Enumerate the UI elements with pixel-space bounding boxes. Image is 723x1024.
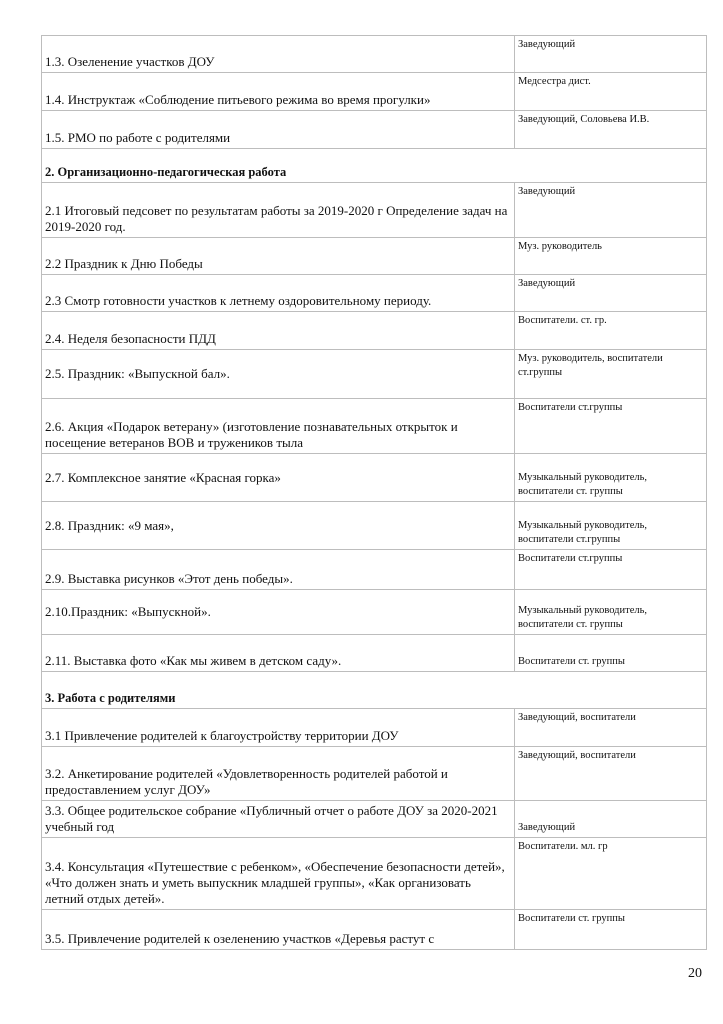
task-cell: 2.6. Акция «Подарок ветерану» (изготовление познавательных открыток и посещение ветеранов ВОВ и тружеников тыла: [42, 399, 515, 453]
task-cell: 3.1 Привлечение родителей к благоустройству территории ДОУ: [42, 709, 515, 746]
table-row: [41, 590, 707, 635]
table-row: [41, 550, 707, 590]
responsible-cell: Музыкальный руководитель, воспитатели ст.группы: [518, 520, 648, 545]
task-cell: 2.9. Выставка рисунков «Этот день победы».: [42, 550, 515, 589]
table-row: [41, 275, 707, 312]
responsible-cell: Воспитатели. ст. гр.: [518, 315, 607, 326]
plan-table: [41, 35, 707, 950]
task-cell: 3.3. Общее родительское собрание «Публичный отчет о работе ДОУ за 2020-2021 учебный год: [42, 801, 515, 837]
responsible-cell: Музыкальный руководитель, воспитатели ст. группы: [518, 472, 648, 497]
task-cell: 3.2. Анкетирование родителей «Удовлетворенность родителей работой и предоставлением услуг ДОУ»: [42, 747, 515, 800]
task-cell: 2.3 Смотр готовности участков к летнему оздоровительному периоду.: [42, 275, 515, 311]
task-cell: 2.1 Итоговый педсовет по результатам работы за 2019-2020 г Определение задач на 2019-2020 год.: [42, 183, 515, 237]
task-cell: 2.10.Праздник: «Выпускной».: [42, 590, 515, 634]
table-row: [41, 399, 707, 454]
table-row: [41, 838, 707, 910]
task-cell: 2.5. Праздник: «Выпускной бал».: [42, 350, 515, 398]
table-row: [41, 350, 707, 399]
responsible-cell: Воспитатели ст.группы: [518, 402, 623, 413]
table-row: [41, 238, 707, 275]
responsible-cell: Заведующий, воспитатели: [518, 750, 636, 761]
table-row: [41, 312, 707, 350]
responsible-cell: Заведующий: [518, 186, 576, 197]
responsible-cell: Воспитатели. мл. гр: [518, 841, 608, 852]
table-row: [41, 502, 707, 550]
responsible-cell: Заведующий: [518, 39, 576, 50]
task-cell: 2.8. Праздник: «9 мая»,: [42, 502, 515, 549]
table-row: [41, 73, 707, 111]
task-cell: 1.3. Озеленение участков ДОУ: [42, 36, 515, 72]
section-heading: 3. Работа с родителями: [41, 672, 707, 709]
table-row: [41, 747, 707, 801]
table-row: [41, 709, 707, 747]
responsible-cell: Медсестра дист.: [518, 76, 591, 87]
responsible-cell: Воспитатели ст. группы: [518, 913, 625, 924]
task-cell: 1.5. РМО по работе с родителями: [42, 111, 515, 148]
responsible-cell: Заведующий, воспитатели: [518, 712, 636, 723]
responsible-cell: Воспитатели ст. группы: [518, 656, 625, 667]
responsible-cell: Заведующий: [518, 278, 576, 289]
section-heading: 2. Организационно-педагогическая работа: [41, 149, 707, 183]
table-row: [41, 635, 707, 672]
task-cell: 2.7. Комплексное занятие «Красная горка»: [42, 454, 515, 501]
table-row: [41, 910, 707, 950]
table-row: [41, 111, 707, 149]
task-cell: 2.4. Неделя безопасности ПДД: [42, 312, 515, 349]
task-cell: 3.5. Привлечение родителей к озеленению участков «Деревья растут с: [42, 910, 515, 949]
page-number: 20: [688, 966, 702, 981]
table-row: [41, 183, 707, 238]
table-row: [41, 35, 707, 73]
responsible-cell: Музыкальный руководитель, воспитатели ст. группы: [518, 605, 648, 630]
task-cell: 3.4. Консультация «Путешествие с ребенком», «Обеспечение безопасности детей», «Что должен знать и уметь выпускник младшей группы», «Как организовать летний отдых детей».: [42, 838, 515, 909]
responsible-cell: Заведующий, Соловьева И.В.: [518, 114, 650, 125]
responsible-cell: Муз. руководитель: [518, 241, 602, 252]
responsible-cell: Воспитатели ст.группы: [518, 553, 623, 564]
task-cell: 2.2 Праздник к Дню Победы: [42, 238, 515, 274]
task-cell: 1.4. Инструктаж «Соблюдение питьевого режима во время прогулки»: [42, 73, 515, 110]
responsible-cell: Заведующий: [518, 822, 576, 833]
task-cell: 2.11. Выставка фото «Как мы живем в детском саду».: [42, 635, 515, 671]
responsible-cell: Муз. руководитель, воспитатели ст.группы: [518, 353, 663, 378]
table-row: [41, 454, 707, 502]
table-row: [41, 801, 707, 838]
